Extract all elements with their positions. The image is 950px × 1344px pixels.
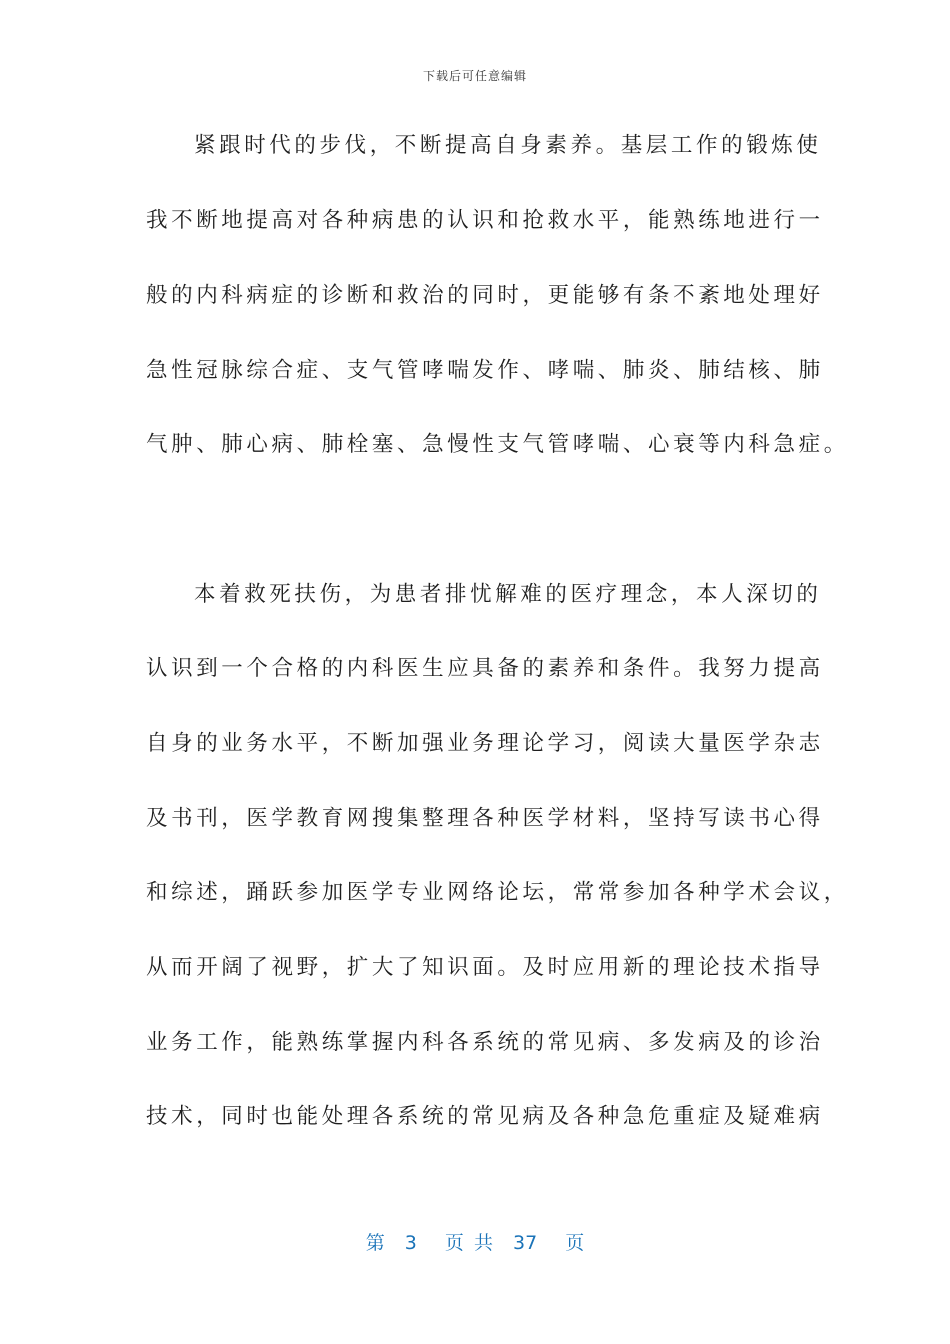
- footer-suffix: 页: [565, 1232, 585, 1254]
- paragraph-line: 急性冠脉综合症、支气管哮喘发作、哮喘、肺炎、肺结核、肺: [146, 358, 824, 383]
- paragraph-line: 紧跟时代的步伐，不断提高自身素养。基层工作的锻炼使: [194, 133, 822, 158]
- page-header: 下载后可任意编辑: [422, 69, 527, 83]
- paragraph-line: 及书刊，医学教育网搜集整理各种医学材料，坚持写读书心得: [146, 806, 824, 831]
- paragraph-line: 技术，同时也能处理各系统的常见病及各种急危重症及疑难病: [146, 1104, 824, 1129]
- paragraph-line: 业务工作，能熟练掌握内科各系统的常见病、多发病及的诊治: [146, 1030, 824, 1055]
- paragraph-line: 自身的业务水平，不断加强业务理论学习，阅读大量医学杂志: [146, 731, 824, 756]
- footer-total-pages: 37: [513, 1232, 538, 1254]
- paragraph-line: 从而开阔了视野，扩大了知识面。及时应用新的理论技术指导: [146, 955, 824, 980]
- paragraph-line: 般的内科病症的诊断和救治的同时，更能够有条不紊地处理好: [146, 283, 824, 308]
- paragraph-line: 认识到一个合格的内科医生应具备的素养和条件。我努力提高: [146, 656, 824, 681]
- footer-middle: 页 共: [444, 1232, 493, 1254]
- paragraph-line: 气肿、肺心病、肺栓塞、急慢性支气管哮喘、心衰等内科急症。: [146, 432, 849, 457]
- paragraph-line: 我不断地提高对各种病患的认识和抢救水平，能熟练地进行一: [146, 208, 824, 233]
- page-footer: [0, 1228, 950, 1255]
- paragraph-line: 本着救死扶伤，为患者排忧解难的医疗理念，本人深切的: [194, 582, 822, 607]
- footer-prefix: 第: [365, 1232, 385, 1254]
- footer-page-number: 3: [404, 1232, 417, 1254]
- paragraph-line: 和综述，踊跃参加医学专业网络论坛，常常参加各种学术会议，: [146, 880, 849, 905]
